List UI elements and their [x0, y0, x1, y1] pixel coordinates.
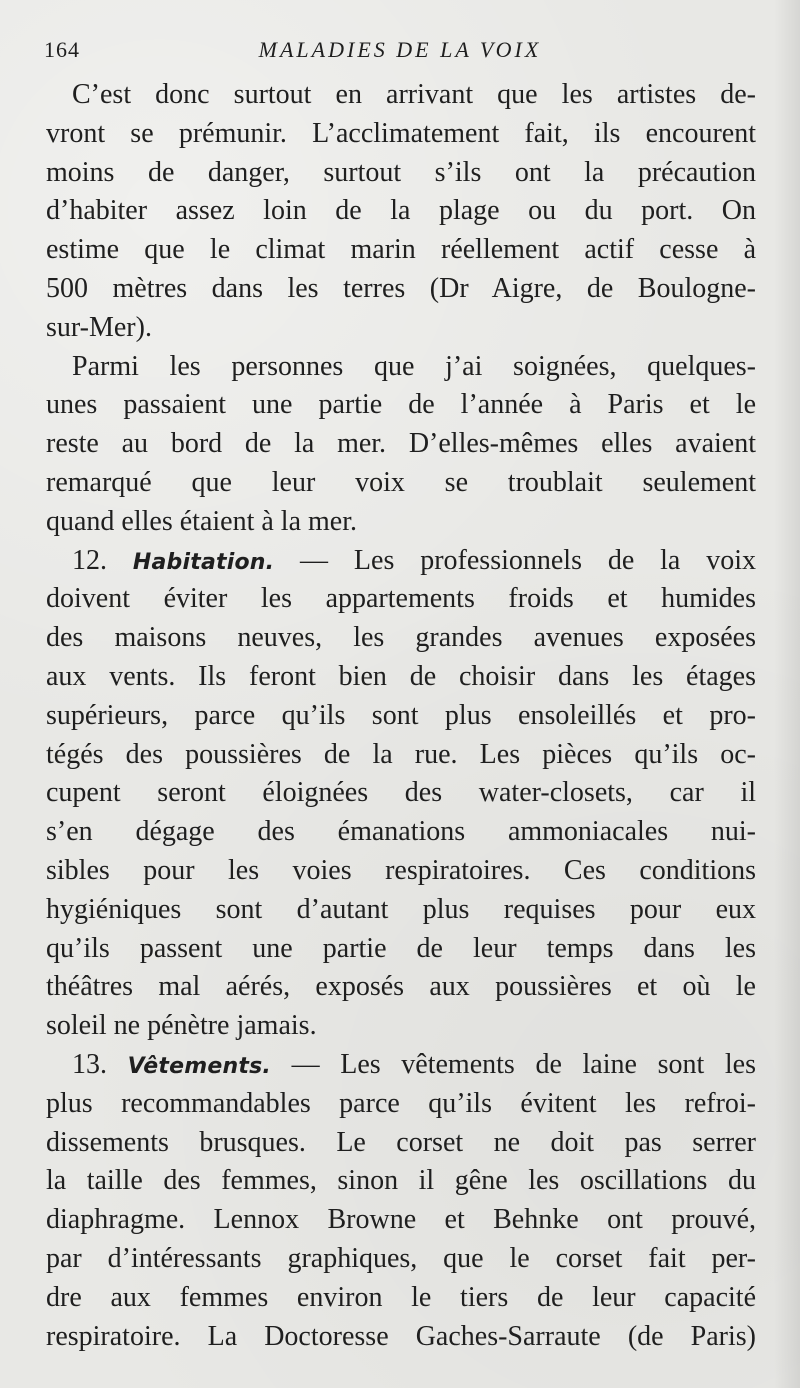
text-line: [46, 1085, 756, 1123]
line-text: dissements brusques. Le corset ne doit pas serrer: [46, 1126, 756, 1158]
text-line: [46, 658, 756, 696]
text-line: [72, 542, 756, 580]
line-text: unes passaient une partie de l’année à Paris et le: [46, 389, 756, 421]
line-text: moins de danger, surtout s’ils ont la précaution: [46, 156, 756, 188]
text-line: [72, 348, 756, 386]
text-line: [46, 115, 756, 153]
line-text: 500 mètres dans les terres (Dr Aigre, de Boulogne-: [46, 273, 756, 304]
line-text: diaphragme. Lennox Browne et Behnke ont prouvé,: [46, 1204, 756, 1236]
line-text: sibles pour les voies respiratoires. Ces conditions: [46, 855, 756, 886]
section-title: Vêtements.: [127, 1054, 271, 1079]
text-line: [46, 1162, 756, 1200]
text-line: [46, 580, 756, 618]
text-line: [46, 464, 756, 502]
line-text: C’est donc surtout en arrivant que les artistes de-: [72, 79, 756, 110]
paragraph-number: 13.: [72, 1049, 128, 1080]
line-text: dre aux femmes environ le tiers de leur capacité: [46, 1281, 756, 1313]
line-text: — Les vêtements de laine sont les: [270, 1049, 756, 1080]
text-line: [46, 697, 756, 735]
page-header: [44, 32, 756, 68]
line-text: vront se prémunir. L’acclimatement fait, ils encourent: [46, 117, 756, 149]
line-text: soleil ne pénètre jamais.: [46, 1010, 317, 1042]
text-line: [46, 1240, 756, 1278]
line-text: tégés des poussières de la rue. Les pièces qu’ils oc-: [46, 738, 756, 770]
text-line: [46, 1007, 756, 1045]
line-text: quand elles étaient à la mer.: [46, 505, 357, 537]
text-line: [46, 270, 756, 308]
line-text: remarqué que leur voix se troublait seulement: [46, 467, 756, 498]
text-line: [46, 1124, 756, 1162]
line-text: supérieurs, parce qu’ils sont plus ensoleillés et pro-: [46, 699, 756, 731]
line-text: d’habiter assez loin de la plage ou du port. On: [46, 195, 756, 227]
text-line: [46, 852, 756, 890]
line-text: cupent seront éloignées des water-closets, car il: [46, 777, 756, 809]
line-text: s’en dégage des émanations ammoniacales nui-: [46, 816, 756, 848]
page-number: 164: [44, 37, 80, 62]
text-line: [72, 76, 756, 114]
line-text: estime que le climat marin réellement actif cesse à: [46, 234, 756, 266]
line-text: aux vents. Ils feront bien de choisir dans les étages: [46, 661, 756, 692]
text-line: [46, 425, 756, 463]
line-text: des maisons neuves, les grandes avenues exposées: [46, 622, 756, 654]
text-line: [46, 619, 756, 657]
section-title: Habitation.: [132, 549, 275, 575]
text-line: [46, 774, 756, 812]
text-line: [46, 192, 756, 230]
text-line: [46, 968, 756, 1006]
text-line: [46, 1279, 756, 1317]
text-line: [46, 503, 756, 541]
line-text: qu’ils passent une partie de leur temps dans les: [46, 932, 756, 964]
text-line: [46, 1201, 756, 1239]
line-text: doivent éviter les appartements froids et humides: [46, 583, 756, 615]
text-line: [46, 813, 756, 851]
text-line: [46, 930, 756, 968]
text-line: [72, 1046, 756, 1084]
running-head: MALADIES DE LA VOIX: [258, 37, 542, 62]
line-text: reste au bord de la mer. D’elles-mêmes elles avaient: [46, 428, 756, 460]
line-text: Parmi les personnes que j’ai soignées, quelques-: [72, 350, 756, 382]
line-text: par d’intéressants graphiques, que le corset fait per-: [46, 1243, 756, 1274]
text-line: [46, 1318, 756, 1356]
text-line: [46, 154, 756, 192]
line-text: respiratoire. La Doctoresse Gaches-Sarraute (de Paris): [46, 1320, 756, 1352]
text-line: [46, 231, 756, 269]
text-line: [46, 891, 756, 929]
line-text: sur-Mer).: [46, 311, 152, 343]
text-line: [46, 309, 756, 347]
line-text: plus recommandables parce qu’ils évitent les refroi-: [46, 1087, 756, 1119]
line-text: hygiéniques sont d’autant plus requises pour eux: [46, 893, 756, 925]
line-text: théâtres mal aérés, exposés aux poussières et où le: [46, 971, 756, 1003]
text-line: [46, 386, 756, 424]
line-text: — Les professionnels de la voix: [274, 544, 757, 576]
page-edge-shadow: [774, 0, 800, 1388]
line-text: la taille des femmes, sinon il gêne les oscillations du: [46, 1165, 756, 1197]
paragraph-number: 12.: [72, 544, 133, 576]
text-line: [46, 736, 756, 774]
